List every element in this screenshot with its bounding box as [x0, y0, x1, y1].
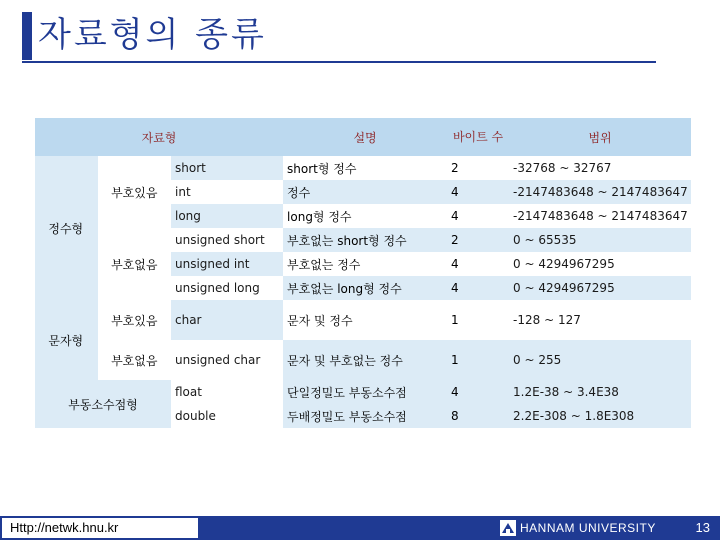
- type-desc: 부호없는 short형 정수: [283, 228, 447, 252]
- type-bytes: 4: [447, 276, 509, 300]
- type-bytes: 4: [447, 380, 509, 404]
- table-row: [35, 340, 691, 380]
- type-bytes: 2: [447, 156, 509, 180]
- group-integer-unsigned: 부호없음: [97, 228, 171, 300]
- type-name: unsigned long: [171, 276, 283, 300]
- group-float: 부동소수점형: [35, 380, 171, 428]
- data-types-table: [35, 118, 691, 428]
- type-range: 2.2E-308 ~ 1.8E308: [509, 404, 691, 428]
- table-header-row: [35, 118, 691, 156]
- type-bytes: 4: [447, 204, 509, 228]
- type-bytes: 2: [447, 228, 509, 252]
- footer-bar: [0, 516, 720, 540]
- type-bytes: 4: [447, 180, 509, 204]
- slide-title: 자료형의 종류: [38, 15, 267, 55]
- type-bytes: 8: [447, 404, 509, 428]
- university-name: HANNAM UNIVERSITY: [520, 521, 656, 535]
- title-accent-bar: [22, 12, 32, 60]
- type-desc: 문자 및 정수: [283, 300, 447, 340]
- type-desc: 부호없는 정수: [283, 252, 447, 276]
- type-name: unsigned char: [171, 340, 283, 380]
- type-name: unsigned int: [171, 252, 283, 276]
- type-desc: 두배정밀도 부동소수점: [283, 404, 447, 428]
- type-range: 0 ~ 65535: [509, 228, 691, 252]
- header-range: 범위: [509, 118, 691, 156]
- type-name: float: [171, 380, 283, 404]
- type-desc: long형 정수: [283, 204, 447, 228]
- type-name: short: [171, 156, 283, 180]
- type-desc: 부호없는 long형 정수: [283, 276, 447, 300]
- type-name: long: [171, 204, 283, 228]
- type-range: -128 ~ 127: [509, 300, 691, 340]
- type-desc: 단일정밀도 부동소수점: [283, 380, 447, 404]
- header-desc: 설명: [283, 118, 447, 156]
- header-type: 자료형: [35, 118, 283, 156]
- type-bytes: 1: [447, 300, 509, 340]
- group-integer-signed: 부호있음: [97, 156, 171, 228]
- type-range: 0 ~ 4294967295: [509, 276, 691, 300]
- group-integer: 정수형: [35, 156, 97, 300]
- type-range: 0 ~ 255: [509, 340, 691, 380]
- table-row: [35, 300, 691, 340]
- type-desc: short형 정수: [283, 156, 447, 180]
- type-range: -2147483648 ~ 2147483647: [509, 180, 691, 204]
- type-name: unsigned short: [171, 228, 283, 252]
- group-char-unsigned: 부호없음: [97, 340, 171, 380]
- page-number: 13: [695, 520, 710, 535]
- type-bytes: 4: [447, 252, 509, 276]
- footer-url[interactable]: Http://netwk.hnu.kr: [0, 516, 200, 540]
- table-row: [35, 156, 691, 180]
- table-row: [35, 228, 691, 252]
- title-underline: [22, 61, 656, 63]
- type-desc: 정수: [283, 180, 447, 204]
- type-range: 1.2E-38 ~ 3.4E38: [509, 380, 691, 404]
- type-range: -2147483648 ~ 2147483647: [509, 204, 691, 228]
- type-desc: 문자 및 부호없는 정수: [283, 340, 447, 380]
- group-char-signed: 부호있음: [97, 300, 171, 340]
- group-char: 문자형: [35, 300, 97, 380]
- type-bytes: 1: [447, 340, 509, 380]
- university-logo-icon: [500, 520, 516, 536]
- type-name: char: [171, 300, 283, 340]
- table-row: [35, 380, 691, 404]
- type-range: 0 ~ 4294967295: [509, 252, 691, 276]
- header-bytes: 바이트 수: [447, 118, 509, 156]
- type-name: double: [171, 404, 283, 428]
- type-name: int: [171, 180, 283, 204]
- type-range: -32768 ~ 32767: [509, 156, 691, 180]
